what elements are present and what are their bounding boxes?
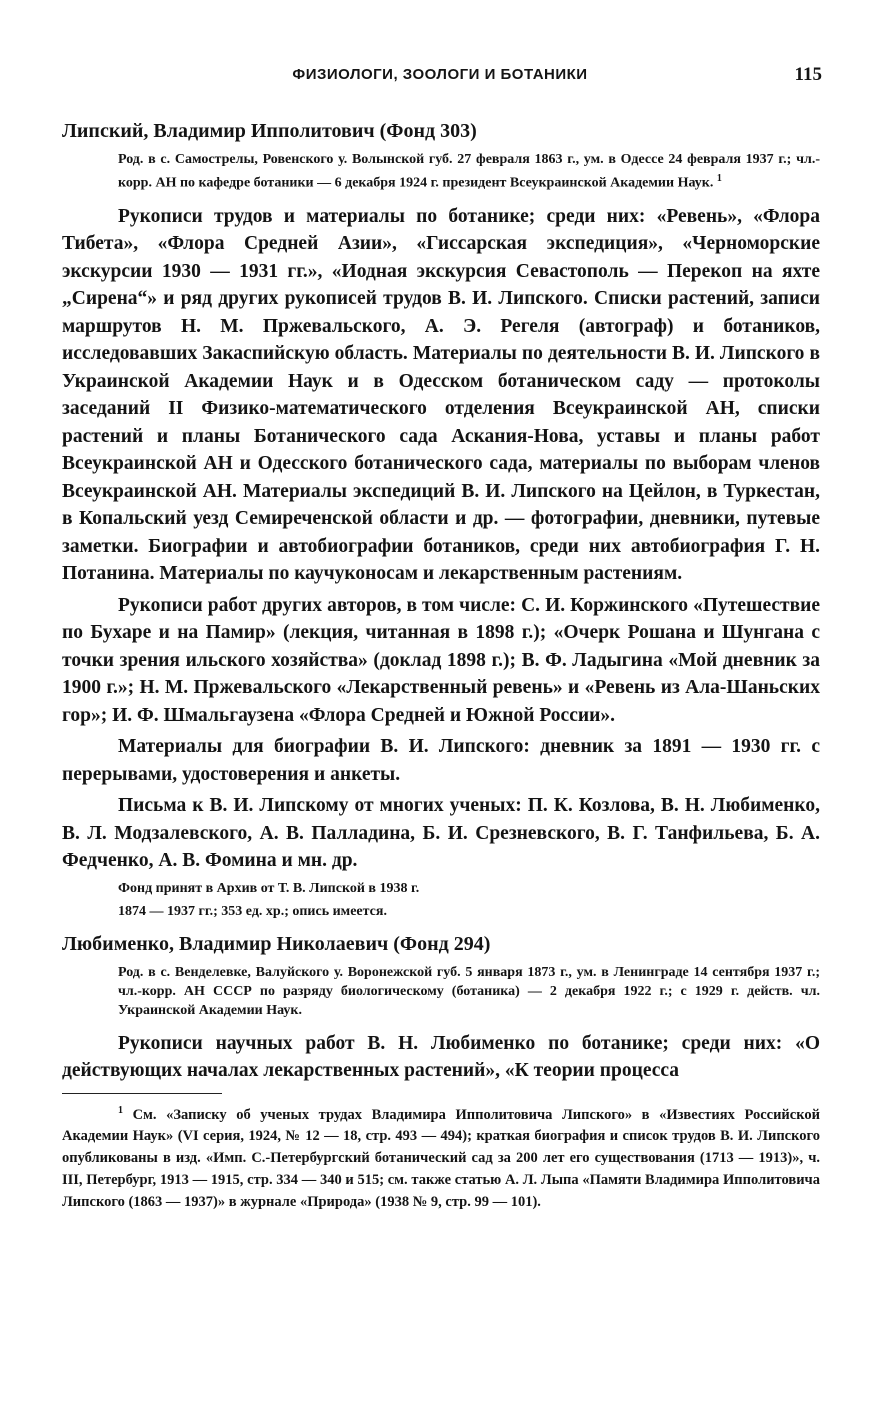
- footnote-divider: [62, 1093, 222, 1094]
- entry-paragraph: Рукописи научных работ В. Н. Любименко по ботанике; среди них: «О действующих началах лекарственных растений», «К теории процесса: [62, 1032, 820, 1082]
- entry-title-lipsky: Липский, Владимир Ипполитович (Фонд 303): [62, 120, 477, 142]
- entry-bio-lipsky: [62, 150, 820, 193]
- entry-bio-lyubimenko: Род. в с. Венделевке, Валуйского у. Воронежской губ. 5 января 1873 г., ум. в Ленинграде 14 сентября 1937 г.; чл.-корр. АН СССР по разряду биологическому (ботаника) — 2 декабря 1922 г.; с 1929 г. действ. чл. Украинской Академии Наук.: [118, 964, 820, 1018]
- footnote-mark: 1: [716, 173, 722, 184]
- entry-paragraph: Рукописи трудов и материалы по ботанике; среди них: «Ревень», «Флора Тибета», «Флора Средней Азии», «Гиссарская экспедиция», «Черноморские экскурсии 1930 — 1931 гг.», «Иодная экскурсия Севастополь — Перекоп на яхте „Сирена“» и ряд других рукописей трудов В. И. Липского. Списки растений, записи маршрутов Н. М. Пржевальского, А. Э. Регеля (автограф) и ботаников, исследовавших Закаспийскую область. Материалы по деятельности В. И. Липского в Украинской Академии Наук и в Одесском ботаническом саду — протоколы заседаний II Физико-математического отделения Всеукраинской АН, списки растений и планы Ботанического сада Аскания-Нова, уставы и планы работ Всеукраинской АН и Одесского ботанического сада, материалы по выборам членов Всеукраинской АН. Материалы экспедиций В. И. Липского на Цейлон, в Туркестан, в Копальский уезд Семиреченской области и др. — фотографии, дневники, путевые заметки. Биографии и автобиографии ботаников, среди них автобиография Г. Н. Потанина. Материалы по каучуконосам и лекарственным растениям.: [62, 205, 820, 585]
- footnote-number: 1: [118, 1104, 123, 1116]
- entry-paragraph: Письма к В. И. Липскому от многих ученых: П. К. Козлова, В. Н. Любименко, В. Л. Модзалевского, А. В. Палладина, Б. И. Срезневского, В. Г. Танфильева, Б. А. Федченко, А. В. Фомина и мн. др.: [62, 795, 820, 872]
- archive-note: Фонд принят в Архив от Т. В. Липской в 1938 г.: [118, 880, 420, 896]
- page-number: 115: [794, 64, 822, 85]
- footnote-text: См. «Записку об ученых трудах Владимира Ипполитовича Липского» в «Известиях Российской Академии Наук» (VI серия, 1924, № 12 — 18, стр. 493 — 494); краткая биография и список трудов В. И. Липского опубликованы в изд. «Имп. С.-Петербургский ботанический сад за 200 лет его существования (1713 — 1913)», ч. III, Петербург, 1913 — 1915, стр. 334 — 340 и 515; см. также статью А. Л. Лыпа «Памяти Владимира Ипполитовича Липского (1863 — 1937)» в журнале «Природа» (1938 № 9, стр. 99 — 101).: [62, 1106, 820, 1211]
- page-header: [0, 66, 880, 90]
- entry-paragraph: Рукописи работ других авторов, в том числе: С. И. Коржинского «Путешествие по Бухаре и на Памир» (лекция, читанная в 1898 г.); «Очерк Рошана и Шунгана с точки зрения ильского хозяйства» (доклад 1898 г.); В. Ф. Ладыгина «Мой дневник за 1900 г.»; Н. М. Пржевальского «Лекарственный ревень» и «Ревень из Ала-Шаньских гор»; И. Ф. Шмальгаузена «Флора Средней и Южной России».: [62, 594, 820, 726]
- running-head: ФИЗИОЛОГИ, ЗООЛОГИ И БОТАНИКИ: [292, 66, 588, 83]
- archive-note: 1874 — 1937 гг.; 353 ед. хр.; опись имеется.: [118, 903, 387, 919]
- page-content: [62, 118, 820, 1213]
- entry-paragraph: Материалы для биографии В. И. Липского: дневник за 1891 — 1930 гг. с перерывами, удостоверения и анкеты.: [62, 736, 820, 785]
- entry-title-lyubimenko: Любименко, Владимир Николаевич (Фонд 294): [62, 932, 491, 955]
- footnote: [62, 1100, 820, 1214]
- bio-text: Род. в с. Самострелы, Ровенского у. Волынской губ. 27 февраля 1863 г., ум. в Одессе 24 февраля 1937 г.; чл.-корр. АН по кафедре ботаники — 6 декабря 1924 г. президент Всеукраинской Академии Наук.: [118, 152, 820, 191]
